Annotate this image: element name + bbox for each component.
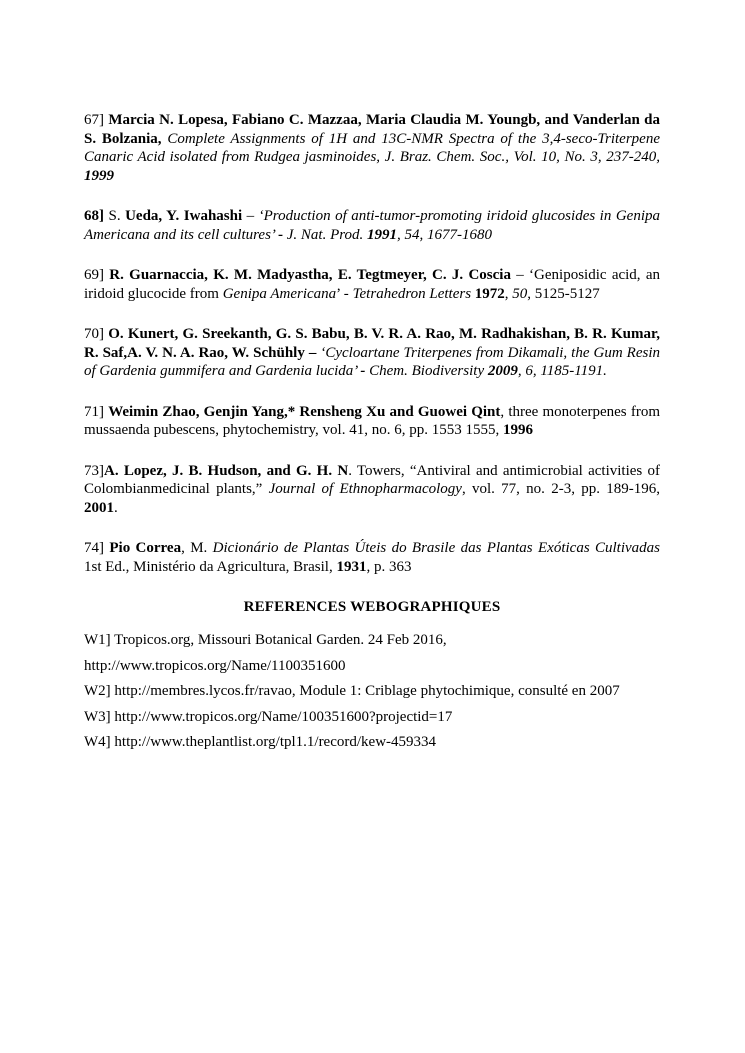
- reference-text-run: 71]: [84, 403, 109, 420]
- webography-entry: W1] Tropicos.org, Missouri Botanical Garden. 24 Feb 2016,: [84, 632, 447, 648]
- reference-text-run: 70]: [84, 326, 109, 342]
- reference-text-run: -: [278, 226, 287, 243]
- reference-text-run: Chem. Biodiversity: [369, 363, 488, 379]
- reference-entry: [84, 403, 660, 440]
- reference-text-run: ‘Cycloartane Triterpenes from Dikamali, the Gum Resin of Gardenia gummifera and Gardenia lucida’: [84, 344, 660, 379]
- reference-text-run: 1st Ed., Ministério da Agricultura, Brasil,: [84, 558, 337, 575]
- reference-text-run: , vol. 77, no. 2-3, pp. 189-196,: [461, 481, 660, 497]
- reference-text-run: , 6, 1185-1191.: [517, 363, 607, 379]
- reference-text-run: 69]: [84, 267, 110, 283]
- reference-entry: [84, 111, 660, 185]
- reference-text-run: ’ -: [336, 285, 353, 302]
- reference-text-run: ,: [504, 285, 513, 302]
- reference-text-run: 73]: [84, 462, 104, 479]
- reference-entry: [84, 462, 660, 518]
- reference-text-run: –: [304, 344, 321, 361]
- reference-text-run: Dicionário de Plantas Úteis do Brasile das Plantas Exóticas Cultivadas: [212, 540, 661, 556]
- reference-text-run: – ‘Geniposidic acid, an iridoid glucocide from: [84, 267, 661, 302]
- reference-text-run: 1996: [502, 422, 533, 438]
- reference-text-run: . Towers, “Antiviral and antimicrobial activities of Colombianmedicinal plants,”: [84, 462, 660, 497]
- reference-text-run: Tetrahedron Letters: [352, 285, 475, 302]
- reference-text-run: 1999: [84, 167, 114, 184]
- reference-entry: [84, 266, 660, 303]
- reference-text-run: 2001: [84, 499, 114, 516]
- reference-text-run: 74]: [84, 540, 110, 556]
- reference-text-run: A. Lopez, J. B. Hudson, and G. H. N: [104, 462, 349, 479]
- reference-text-run: 1931: [336, 558, 367, 575]
- reference-text-run: ‘Production of anti-tumor-promoting iridoid glucosides in Genipa Americana and its cell cultures’: [84, 208, 660, 243]
- reference-text-run: , three monoterpenes from mussaenda pubescens, phytochemistry, vol. 41, no. 6, pp. 1553 1555,: [84, 403, 660, 438]
- webography-heading: REFERENCES WEBOGRAPHIQUES: [243, 599, 501, 615]
- reference-text-run: O. Kunert, G. Sreekanth, G. S. Babu, B. V. R. A. Rao, M. Radhakishan, B. R. Kumar, R. Saf,A. V. N. A. Rao, W. Schühly: [84, 326, 660, 361]
- reference-text-run: Ueda, Y. Iwahashi: [125, 208, 243, 224]
- reference-entry: [84, 539, 660, 576]
- webography-entry: W2] http://membres.lycos.fr/ravao, Module 1: Criblage phytochimique, consulté en 2007: [84, 683, 620, 699]
- references-list: [84, 111, 660, 576]
- reference-text-run: .: [114, 499, 118, 516]
- reference-text-run: 2009: [487, 363, 518, 379]
- reference-text-run: S.: [104, 208, 126, 224]
- reference-text-run: 67]: [84, 112, 109, 128]
- webography-list: [84, 631, 660, 752]
- reference-entry: [84, 325, 660, 381]
- reference-text-run: , 54, 1677-1680: [397, 226, 493, 243]
- reference-text-run: Journal of Ethnopharmacology: [268, 481, 462, 497]
- reference-text-run: 68]: [84, 208, 104, 224]
- reference-text-run: , 5125-5127: [527, 285, 600, 302]
- reference-text-run: , p. 363: [366, 558, 412, 575]
- webography-entry: W3] http://www.tropicos.org/Name/100351600?projectid=17: [84, 708, 453, 725]
- references-section: [84, 111, 660, 759]
- webography-entry: http://www.tropicos.org/Name/1100351600: [84, 657, 346, 674]
- reference-text-run: Complete Assignments of 1H and 13C-NMR Spectra of the 3,4-seco-Triterpene Canaric Acid isolated from Rudgea jasminoides, J. Braz. Chem. Soc., Vol. 10, No. 3, 237-240,: [84, 130, 660, 165]
- reference-entry: [84, 207, 660, 244]
- reference-text-run: Weimin Zhao, Genjin Yang,* Rensheng Xu and Guowei Qint: [108, 403, 501, 420]
- reference-text-run: Marcia N. Lopesa, Fabiano C. Mazzaa, Maria Claudia M. Youngb, and Vanderlan da S. Bolzania,: [84, 112, 661, 147]
- reference-text-run: Genipa Americana: [222, 285, 337, 302]
- reference-text-run: 50: [512, 285, 528, 302]
- webography-entry: W4] http://www.theplantlist.org/tpl1.1/record/kew-459334: [84, 734, 437, 750]
- reference-text-run: Pio Correa: [109, 540, 182, 556]
- reference-text-run: , M.: [181, 540, 213, 556]
- reference-text-run: –: [242, 208, 259, 224]
- reference-text-run: 1991: [367, 226, 398, 243]
- reference-text-run: R. Guarnaccia, K. M. Madyastha, E. Tegtmeyer, C. J. Coscia: [109, 267, 511, 283]
- reference-text-run: J. Nat. Prod.: [286, 226, 368, 243]
- reference-text-run: -: [360, 363, 370, 379]
- reference-text-run: 1972: [474, 285, 505, 302]
